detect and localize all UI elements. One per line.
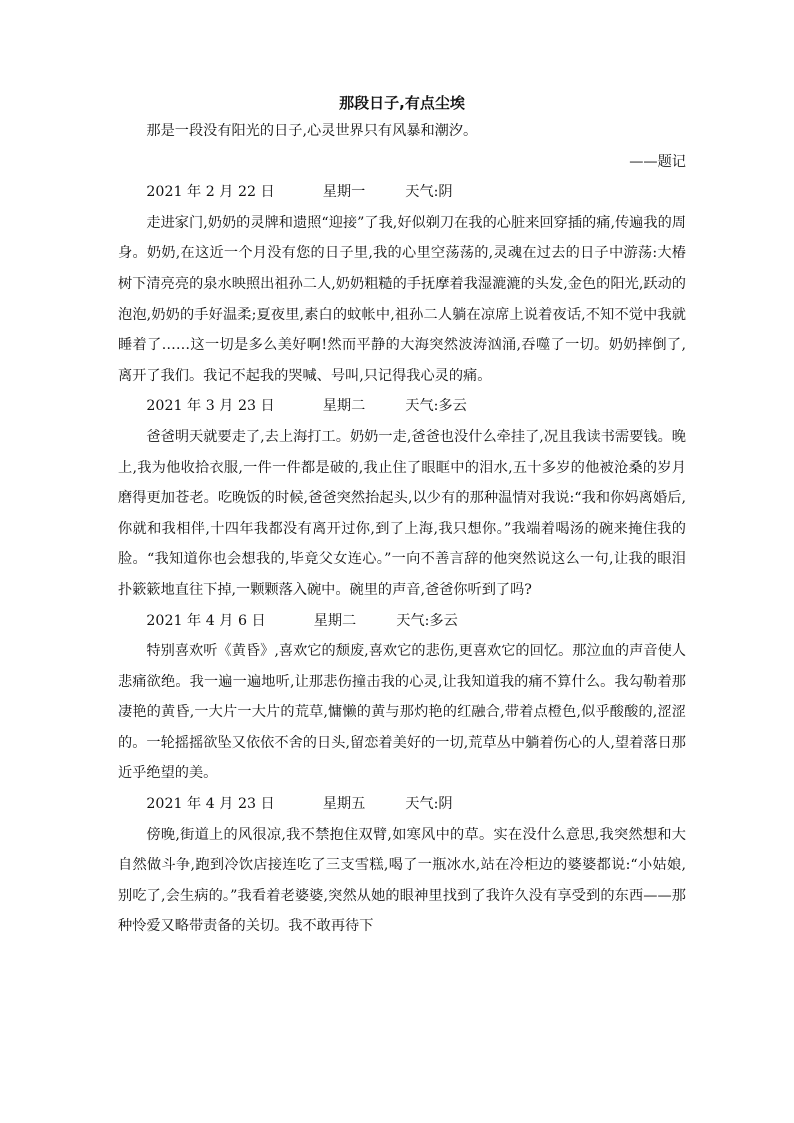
entry-header [118,391,686,422]
entry-weekday: 星期二 [313,612,357,629]
entry-weather: 天气:阴 [405,184,453,201]
entry-weather: 天气:多云 [396,612,458,629]
entry-text: 走进家门,奶奶的灵牌和遗照“迎接”了我,好似剃刀在我的心脏来回穿插的痛,传遍我的周身。奶奶,在这近一个月没有您的日子里,我的心里空荡荡的,灵魂在过去的日子中游荡:大椿树下清亮亮的泉水映照出祖孙二人,奶奶粗糙的手抚摩着我湿漉漉的头发,金色的阳光,跃动的泡泡,奶奶的手好温柔;夏夜里,素白的蚊帐中,祖孙二人躺在凉席上说着夜话,不知不觉中我就睡着了……这一切是多么美好啊!然而平静的大海突然波涛汹涌,吞噬了一切。奶奶摔倒了,离开了我们。我记不起我的哭喊、号叫,只记得我心灵的痛。 [118,214,686,384]
entry-text: 傍晚,街道上的风很凉,我不禁抱住双臂,如寒风中的草。实在没什么意思,我突然想和大自然做斗争,跑到冷饮店接连吃了三支雪糕,喝了一瓶冰水,站在冷柜边的婆婆都说:“小姑娘,别吃了,会生病的。”我看着老婆婆,突然从她的眼神里找到了我许久没有享受到的东西——那种怜爱又略带责备的关切。我不敢再待下 [118,826,686,935]
entry-weather: 天气:阴 [405,796,453,813]
entry-date: 2021 年 4 月 6 日 [146,612,266,629]
entry-date: 2021 年 4 月 23 日 [146,796,275,813]
diary-entry [118,391,686,605]
entry-header [118,606,686,637]
diary-entry [118,789,686,942]
diary-entry [118,177,686,391]
entry-weekday: 星期一 [322,184,366,201]
epigraph-signature: ——题记 [629,153,686,170]
epigraph: 那是一段没有阳光的日子,心灵世界只有风暴和潮汐。 [146,123,478,139]
document-title: 那段日子,有点尘埃 [339,94,465,112]
entry-weekday: 星期二 [322,398,366,415]
entry-date: 2021 年 2 月 22 日 [146,184,275,201]
diary-entry [118,606,686,790]
entry-header [118,789,686,820]
entry-text: 特别喜欢听《黄昏》,喜欢它的颓废,喜欢它的悲伤,更喜欢它的回忆。那泣血的声音使人悲痛欲绝。我一遍一遍地听,让那悲伤撞击我的心灵,让我知道我的痛不算什么。我勾勒着那凄艳的黄昏,一大片一大片的荒草,慵懒的黄与那灼艳的红融合,带着点橙色,似乎酸酸的,涩涩的。一轮摇摇欲坠又依依不舍的日头,留恋着美好的一切,荒草丛中躺着伤心的人,望着落日那近乎绝望的美。 [118,643,686,782]
entry-weather: 天气:多云 [405,398,467,415]
entry-date: 2021 年 3 月 23 日 [146,398,275,415]
document-page [118,92,686,942]
entry-text: 爸爸明天就要走了,去上海打工。奶奶一走,爸爸也没什么牵挂了,况且我读书需要钱。晚上,我为他收拾衣服,一件一件都是破的,我止住了眼眶中的泪水,五十多岁的他被沧桑的岁月磨得更加苍老。吃晚饭的时候,爸爸突然抬起头,以少有的那种温情对我说:“我和你妈离婚后,你就和我相伴,十四年我都没有离开过你,到了上海,我只想你。”我端着喝汤的碗来掩住我的脸。“我知道你也会想我的,毕竟父女连心。”一向不善言辞的他突然说这么一句,让我的眼泪扑簌簌地直往下掉,一颗颗落入碗中。碗里的声音,爸爸你听到了吗? [118,428,686,598]
entry-weekday: 星期五 [322,796,366,813]
entry-header [118,177,686,208]
